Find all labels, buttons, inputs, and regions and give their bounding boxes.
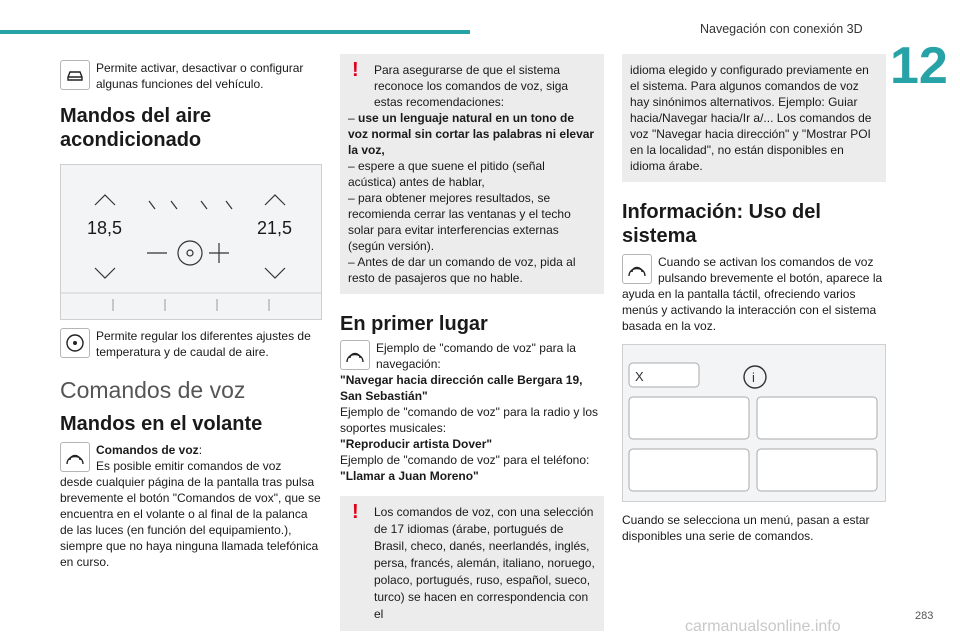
heading-voice-commands: Comandos de voz <box>60 377 246 403</box>
temp-right: 21,5 <box>257 218 293 238</box>
example-nav: Ejemplo de "comando de voz" para la navegación: <box>376 341 576 371</box>
column-1 <box>60 40 322 570</box>
fan-icon <box>60 328 90 358</box>
temp-left: 18,5 <box>87 218 123 238</box>
warning1-natural: use un lenguaje natural en un tono de voz normal sin cortar las palabras ni elevar la voz, <box>348 111 595 157</box>
voice-command-body: desde cualquier página de la pantalla tras pulsa brevemente el botón "Comandos de vox", que se encuentra en el volante o al final de la palanca de las luces (en función del equipamiento.), siempre que no haya ninguna llamada telefónica en curso. <box>60 475 321 569</box>
example-nav-command: "Navegar hacia dirección calle Bergara 19, San Sebastián" <box>340 373 583 403</box>
voice-command-item <box>60 442 322 570</box>
voice-command-line1: Es posible emitir comandos de voz <box>96 459 282 473</box>
warning1-passengers: – Antes de dar un comando de voz, pida al resto de pasajeros que no hable. <box>348 255 576 285</box>
warning-box-recommendations <box>340 54 604 294</box>
voice-help-screen-illustration <box>622 344 886 502</box>
example-radio: Ejemplo de "comando de voz" para la radio y los soportes musicales: <box>340 405 598 435</box>
info-block <box>622 254 886 334</box>
warning1-windows: – para obtener mejores resultados, se recomienda cerrar las ventanas y el techo solar para evitar interferencias externas (según versión). <box>348 191 571 253</box>
warning1-beep: – espere a que suene el pitido (señal acústica) antes de hablar, <box>348 159 545 189</box>
language-continuation-box: idioma elegido y configurado previamente en el sistema. Para algunos comandos de voz hay sinónimos alternativos. Ejemplo: Guiar hacia/Navegar hacia/Ir a/... Los comandos de voz "Navegar hacia dirección" y "Mostrar POI en la localidad", no están disponibles en idioma árabe. <box>622 54 886 182</box>
svg-text:X: X <box>635 369 644 384</box>
vehicle-functions-text: Permite activar, desactivar o configurar algunas funciones del vehículo. <box>96 61 304 91</box>
warning1-intro: Para asegurarse de que el sistema reconoce los comandos de voz, siga estas recomendaciones: <box>374 63 569 109</box>
page-number: 283 <box>915 610 934 622</box>
climate-settings-text: Permite regular los diferentes ajustes de temperatura y de caudal de aire. <box>96 329 311 359</box>
warning1-dash: – <box>348 111 359 125</box>
warning-icon: ! <box>352 501 359 523</box>
heading-steering-wheel: Mandos en el volante <box>60 413 263 435</box>
climate-panel-illustration <box>60 164 322 320</box>
heading-first: En primer lugar <box>340 313 488 335</box>
example-phone: Ejemplo de "comando de voz" para el teléfono: <box>340 453 590 467</box>
column-2 <box>340 40 604 631</box>
climate-settings-item <box>60 328 322 360</box>
car-icon <box>60 60 90 90</box>
svg-text:i: i <box>752 370 755 385</box>
warning2-text: Los comandos de voz, con una selección de 17 idiomas (árabe, portugués de Brasil, checo, danés, neerlandés, inglés, persa, francés, alemán, italiano, noruego, polaco, portugués, ruso, español, sueco, turco) se hacen en correspondencia con el <box>374 505 595 621</box>
voice-icon <box>340 340 370 370</box>
warning-icon: ! <box>352 59 359 81</box>
vehicle-functions-item <box>60 60 322 92</box>
heading-info: Información: Uso del sistema <box>622 201 821 247</box>
voice-icon <box>622 254 652 284</box>
after-text: Cuando se selecciona un menú, pasan a estar disponibles una serie de comandos. <box>622 513 870 543</box>
voice-command-title: Comandos de voz <box>96 443 199 457</box>
chapter-number: 12 <box>890 37 948 95</box>
warning-box-languages <box>340 496 604 631</box>
voice-command-colon: : <box>198 443 203 457</box>
heading-air-conditioning: Mandos del aire acondicionado <box>60 105 212 151</box>
voice-icon <box>60 442 90 472</box>
column-3 <box>622 40 886 544</box>
running-header: Navegación con conexión 3D <box>700 22 863 36</box>
header-accent-bar <box>0 30 470 34</box>
info-text: Cuando se activan los comandos de voz pulsando brevemente el botón, aparece la ayuda en la pantalla táctil, ofreciendo varios menús y activando la interacción con el sistema basada en la voz. <box>622 255 883 333</box>
example-phone-command: "Llamar a Juan Moreno" <box>340 469 479 483</box>
watermark: carmanualsonline.info <box>685 618 841 635</box>
examples-block <box>340 340 604 484</box>
example-radio-command: "Reproducir artista Dover" <box>340 437 493 451</box>
